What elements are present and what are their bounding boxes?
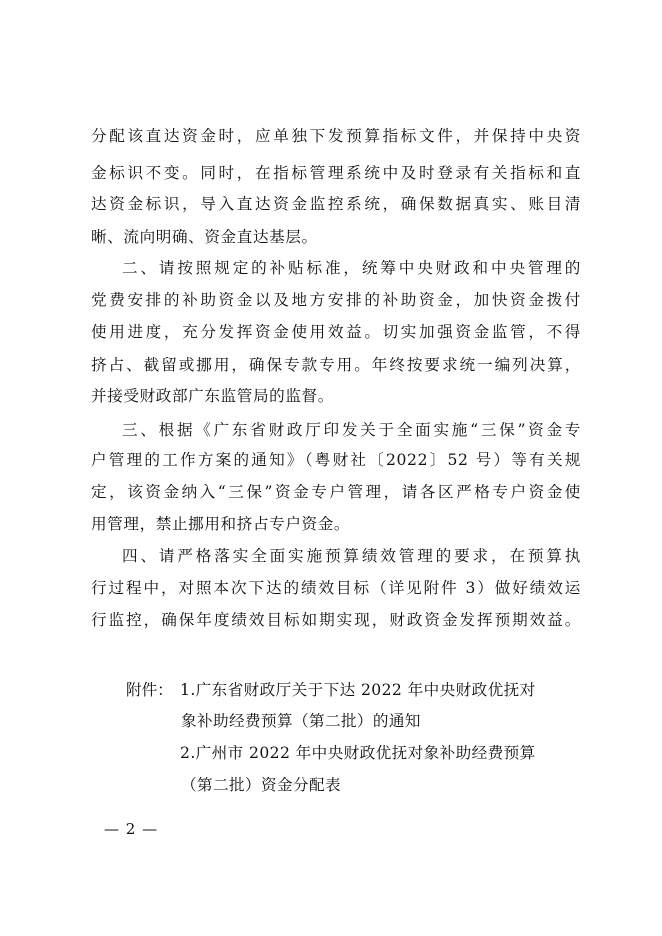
attachment-1-line-2: 象补助经费预算（第二批）的通知 [181,712,421,730]
paragraph-4-line-2: 行过程中，对照本次下达的绩效目标（详见附件 3）做好绩效运 [91,579,581,597]
paragraph-2-line-2: 党费安排的补助资金以及地方安排的补助资金，加快资金拨付 [91,291,581,309]
paragraph-1-line-1: 分配该直达资金时，应单独下发预算指标文件，并保持中央资 [91,127,581,145]
attachment-2-line-1: 2.广州市 2022 年中央财政优抚对象补助经费预算 [180,744,536,762]
paragraph-4-line-3: 行监控，确保年度绩效目标如期实现，财政资金发挥预期效益。 [91,611,581,629]
page-number: — 2 — [104,820,159,838]
paragraph-4-line-1: 四、请严格落实全面实施预算绩效管理的要求，在预算执 [122,547,581,565]
paragraph-3-line-1: 三、根据《广东省财政厅印发关于全面实施“三保”资金专 [122,421,581,439]
attachment-1-line-1: 1.广东省财政厅关于下达 2022 年中央财政优抚对 [180,681,536,699]
paragraph-1-line-2: 金标识不变。同时，在指标管理系统中及时登录有关指标和直 [91,164,581,182]
paragraph-3-line-3: 定，该资金纳入“三保”资金专户管理，请各区严格专户资金使 [91,483,581,501]
paragraph-1-line-3: 达资金标识，导入直达资金监控系统，确保数据真实、账目清 [91,195,581,213]
paragraph-1-line-4: 晰、流向明确、资金直达基层。 [91,228,318,246]
paragraph-2-line-5: 并接受财政部广东监管局的监督。 [91,387,334,405]
paragraph-2-line-4: 挤占、截留或挪用，确保专款专用。年终按要求统一编列决算， [91,356,581,374]
attachment-2-line-2: （第二批）资金分配表 [181,776,341,794]
attachments-label: 附件： [126,681,173,699]
paragraph-2-line-1: 二、请按照规定的补贴标准，统筹中央财政和中央管理的 [122,259,581,277]
paragraph-3-line-2: 户管理的工作方案的通知》（粤财社〔2022〕52 号）等有关规 [91,451,581,469]
paragraph-3-line-4: 用管理，禁止挪用和挤占专户资金。 [91,515,351,533]
paragraph-2-line-3: 使用进度，充分发挥资金使用效益。切实加强资金监管，不得 [91,323,581,341]
